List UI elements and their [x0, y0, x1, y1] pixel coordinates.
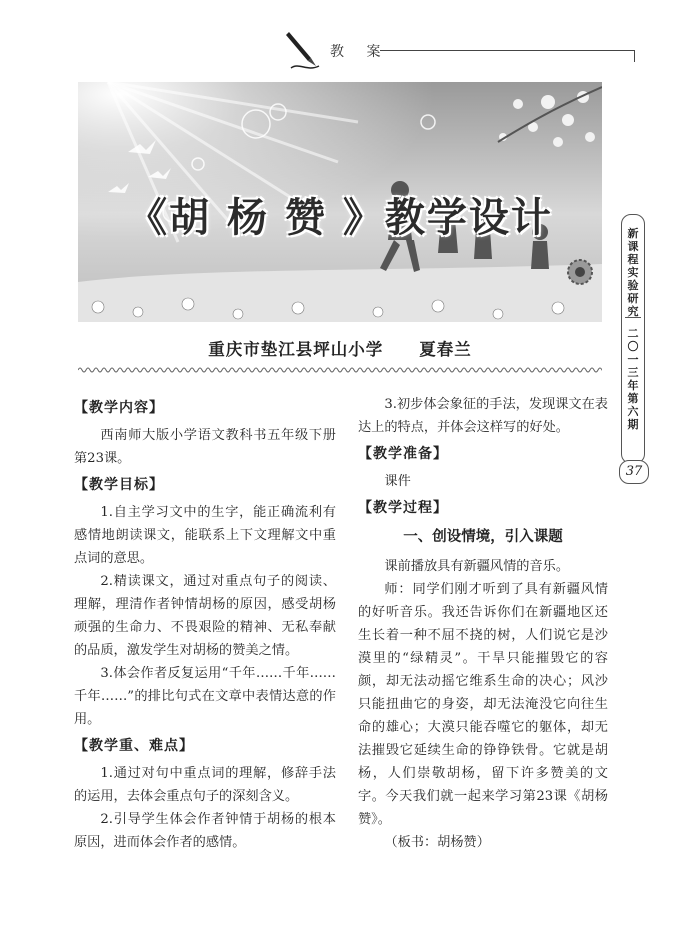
pen-icon — [283, 28, 323, 72]
section-heading-goals: 【教学目标】 — [74, 477, 164, 493]
decorative-wave-divider — [78, 366, 602, 374]
paragraph: 课件 — [384, 474, 411, 489]
page-number: 37 — [619, 460, 649, 484]
author-name: 夏春兰 — [419, 340, 472, 359]
section-label: 教 案 — [330, 44, 390, 60]
section-heading-key-points: 【教学重、难点】 — [74, 738, 194, 754]
paragraph: 3.初步体会象征的手法，发现课文在表达上的特点，并体会这样写的好处。 — [358, 397, 608, 435]
left-column — [74, 393, 336, 854]
section-heading-preparation: 【教学准备】 — [358, 446, 448, 462]
page-header — [0, 0, 680, 80]
author-school: 重庆市垫江县坪山小学 — [208, 340, 384, 359]
journal-side-rail — [621, 214, 645, 464]
title-banner — [78, 82, 602, 322]
paragraph: 西南师大版小学语文教科书五年级下册第23课。 — [74, 428, 336, 466]
paragraph: 课前播放具有新疆风情的音乐。 — [384, 559, 570, 574]
header-rule-end — [634, 50, 635, 62]
paragraph: 师：同学们刚才听到了具有新疆风情的好听音乐。我还告诉你们在新疆地区还生长着一种不屈不挠的树，人们说它是沙漠里的“绿精灵”。干旱只能摧毁它的容颜，却无法动摇它维系生命的决心；风沙只能扭曲它的身姿，却无法淹没它向往生命的雄心；大漠只能吞噬它的躯体，却无法摧毁它延续生命的铮铮铁骨。它就是胡杨，人们崇敬胡杨，留下许多赞美的文字。今天我们就一起来学习第23课《胡杨赞》。 — [358, 582, 608, 827]
paragraph: （板书：胡杨赞） — [384, 835, 490, 850]
article-title: 《胡 杨 赞 》教学设计 — [127, 195, 553, 241]
subsection-heading: 一、创设情境，引入课题 — [403, 529, 563, 545]
section-heading-process: 【教学过程】 — [358, 500, 448, 516]
right-column — [358, 393, 608, 854]
paragraph: 2.引导学生体会作者钟情于胡杨的根本原因，进而体会作者的感情。 — [74, 812, 336, 850]
paragraph: 3.体会作者反复运用“千年……千年……千年……”的排比句式在文章中表情达意的作用。 — [74, 666, 336, 727]
paragraph: 1.自主学习文中的生字，能正确流利有感情地朗读课文，能联系上下文理解文中重点词的意思。 — [74, 505, 336, 566]
rail-divider — [625, 317, 641, 318]
paragraph: 1.通过对句中重点词的理解，修辞手法的运用，去体会重点句子的深刻含义。 — [74, 766, 336, 804]
journal-issue: 二 〇 一 三 年 第 六 期 — [627, 327, 639, 431]
header-rule — [380, 50, 635, 51]
paragraph: 2.精读课文，通过对重点句子的阅读、理解，理清作者钟情胡杨的原因，感受胡杨顽强的生命力、不畏艰险的精神、无私奉献的品质，激发学生对胡杨的赞美之情。 — [74, 574, 336, 658]
section-heading-content: 【教学内容】 — [74, 400, 164, 416]
journal-name: 新 课 程 实 验 研 究 — [627, 227, 639, 318]
author-line — [0, 336, 680, 360]
